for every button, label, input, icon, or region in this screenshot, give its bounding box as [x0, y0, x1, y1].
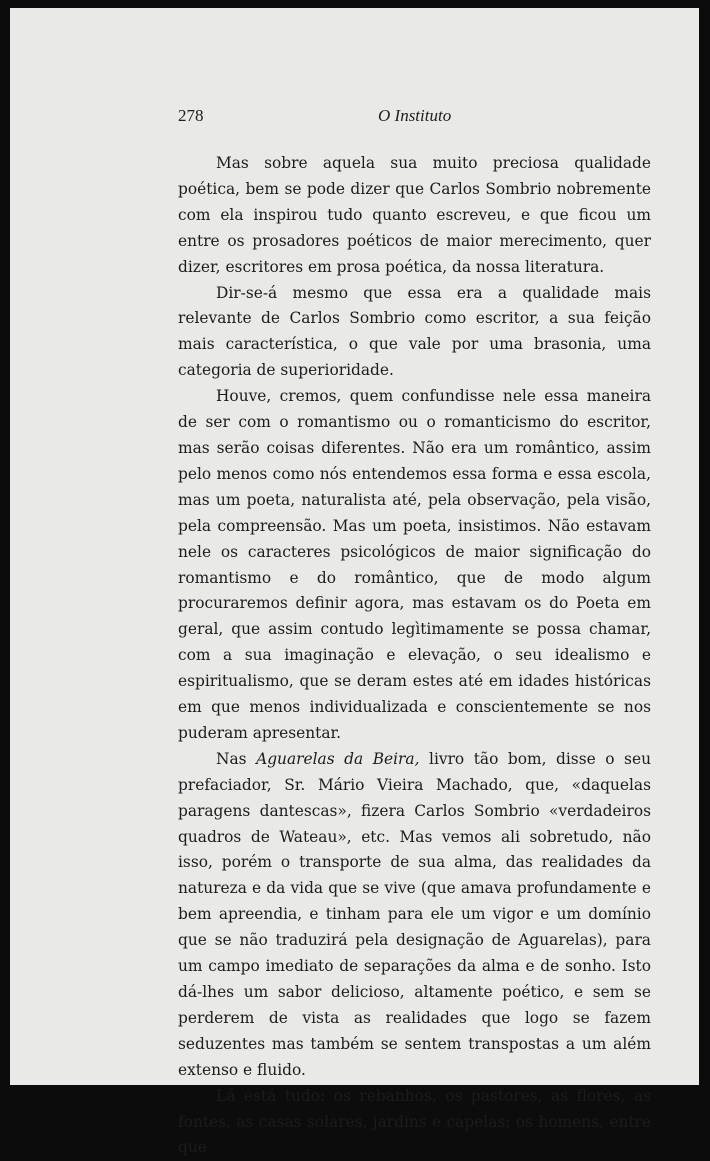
book-page: [10, 8, 699, 1157]
paragraph-text: Dir-se-á mesmo que essa era a qualidade mais relevante de Carlos Sombrio como escritor, a sua feição mais característica, o que vale por uma brasonia, uma categoria de superioridade.: [178, 283, 651, 380]
body-text: [178, 151, 651, 1161]
running-title: O Instituto: [378, 106, 452, 125]
paragraph: [178, 747, 651, 1084]
book-title-italic: Aguarelas da Beira,: [256, 749, 420, 768]
running-header: [178, 106, 536, 128]
paragraph-text: Lá está tudo: os rebanhos, os pastores, as flores, as fontes, as casas solares, jardins e capelas; os homens, entre que: [178, 1086, 651, 1157]
paragraph: [178, 281, 651, 385]
paragraph-text: livro tão bom, disse o seu prefaciador, Sr. Mário Vieira Machado, que, «daquelas paragens dantescas», fizera Carlos Sombrio «verdadeiros quadros de Wateau», etc. Mas vemos ali sobretudo, não isso, porém o transporte de sua alma, das realidades da natureza e da vida que se vive (que amava profundamente e bem apreendia, e tinham para ele um vigor e um domínio que se não traduzirá pela designação de Aguarelas), para um campo imediato de separações da alma e de sonho. Isto dá-lhes um sabor delicioso, altamente poético, e sem se perderem de vista as realidades que logo se fazem seduzentes mas também se sentem transpostas a um além extenso e fluido.: [178, 749, 651, 1079]
paragraph: [178, 384, 651, 747]
page-number: 278: [178, 106, 204, 125]
paragraph: [178, 151, 651, 281]
paragraph: [178, 1084, 651, 1161]
paragraph-text: Houve, cremos, quem confundisse nele essa maneira de ser com o romantismo ou o romanticismo do escritor, mas serão coisas diferentes. Não era um romântico, assim pelo menos como nós entendemos essa forma e essa escola, mas um poeta, naturalista até, pela observação, pela visão, pela compreensão. Mas um poeta, insistimos. Não estavam nele os caracteres psicológicos de maior significação do romantismo e do romântico, que de modo algum procuraremos definir agora, mas estavam os do Poeta em geral, que assim contudo legìtimamente se possa chamar, com a sua imaginação e elevação, o seu idealismo e espiritualismo, que se deram estes até em idades históricas em que menos individualizada e conscientemente se nos puderam apresentar.: [178, 387, 651, 742]
paragraph-text: Mas sobre aquela sua muito preciosa qualidade poética, bem se pode dizer que Carlos Sombrio nobremente com ela inspirou tudo quanto escreveu, e que ficou um entre os prosadores poéticos de maior merecimento, quer dizer, escritores em prosa poética, da nossa literatura.: [178, 154, 651, 276]
paragraph-text: Nas: [216, 749, 257, 768]
